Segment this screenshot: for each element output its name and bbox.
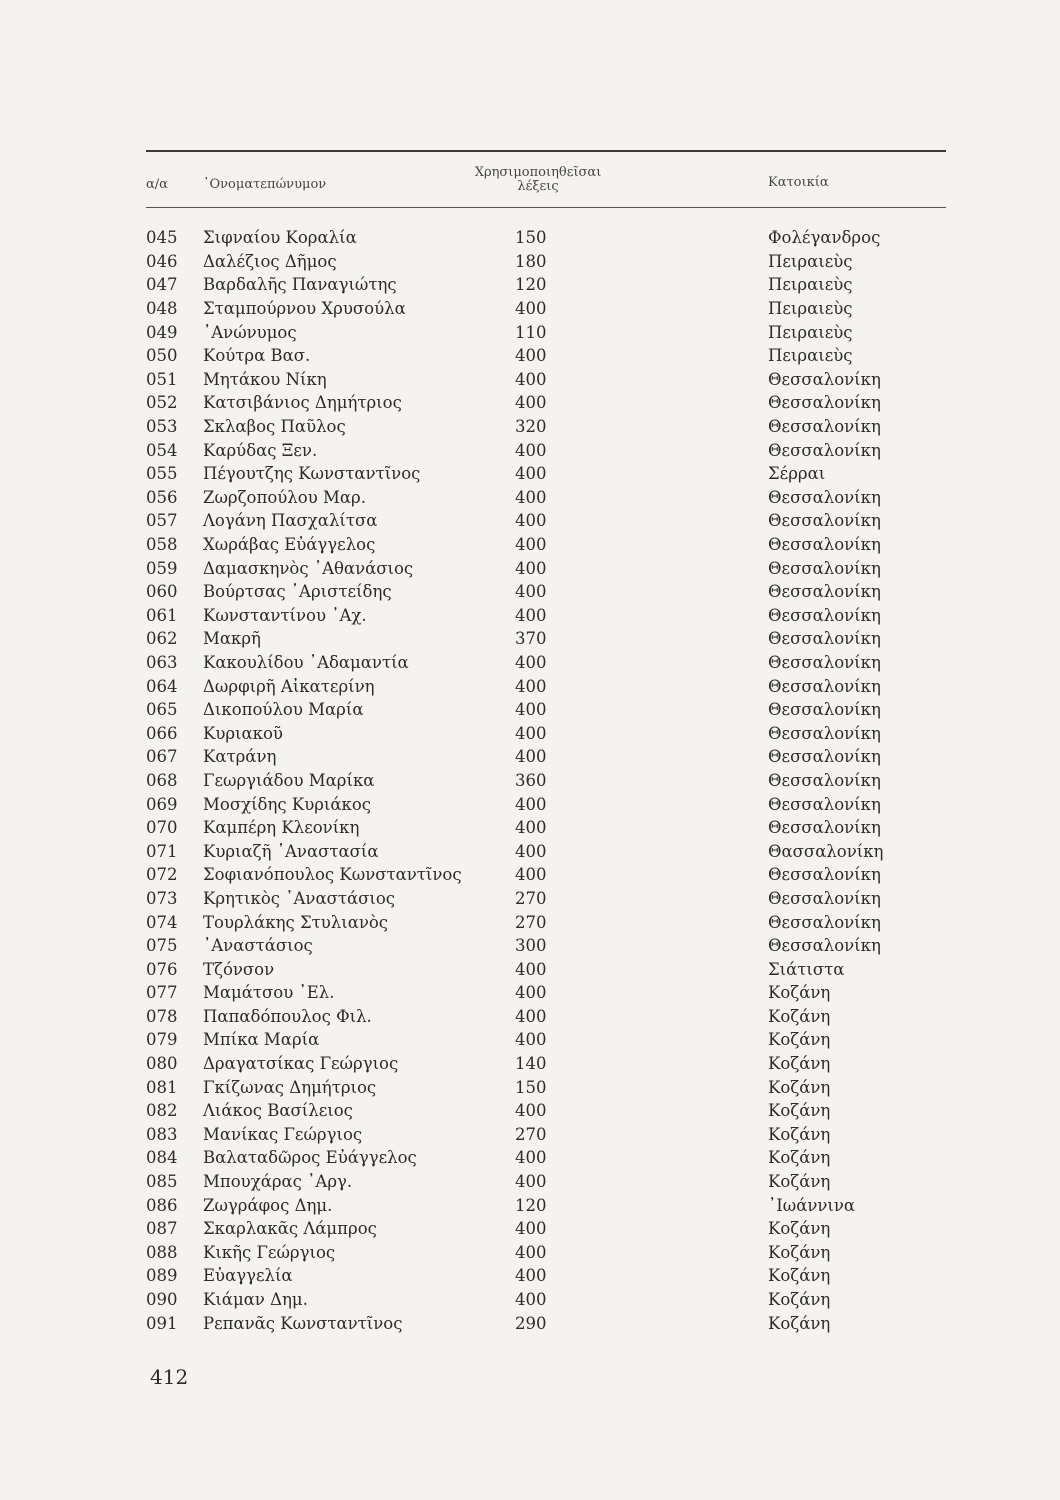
row-words: 400 [515,299,547,319]
row-serial: 075 [146,936,178,956]
table-row [146,1146,906,1170]
row-words: 400 [515,582,547,602]
header-rule [146,207,946,208]
table-row [146,273,906,297]
row-name: Πέγουτζης Κωνσταντῖνος [203,464,421,484]
row-serial: 066 [146,723,178,743]
row-words: 400 [515,652,547,672]
row-words: 400 [515,535,547,555]
table-row [146,250,906,274]
table-row [146,1075,906,1099]
row-residence: Κοζάνη [768,1290,831,1310]
row-residence: Θεσσαλονίκη [768,605,881,625]
row-residence: Κοζάνη [768,1054,831,1074]
row-serial: 057 [146,511,178,531]
row-name: Σκαρλακᾶς Λάμπρος [203,1219,377,1239]
row-serial: 082 [146,1101,178,1121]
row-name: ᾿Αναστάσιος [203,936,313,956]
row-name: Καρύδας Ξεν. [203,440,318,460]
page-number: 412 [150,1365,189,1389]
row-words: 400 [515,1172,547,1192]
row-words: 400 [515,605,547,625]
row-serial: 068 [146,770,178,790]
row-serial: 058 [146,535,178,555]
row-serial: 073 [146,888,178,908]
row-residence: Θεσσαλονίκη [768,747,881,767]
row-residence: Θεσσαλονίκη [768,582,881,602]
top-rule [146,150,946,152]
row-name: Χωράβας Εὐάγγελος [203,535,376,555]
row-name: Λιάκος Βασίλειος [203,1101,353,1121]
row-name: Σιφναίου Κοραλία [203,228,357,248]
row-words: 270 [515,912,547,932]
row-words: 180 [515,251,547,271]
row-words: 400 [515,1030,547,1050]
row-serial: 067 [146,747,178,767]
row-words: 400 [515,487,547,507]
row-name: Λογάνη Πασχαλίτσα [203,511,378,531]
row-words: 400 [515,558,547,578]
row-words: 370 [515,629,547,649]
table-row [146,226,906,250]
row-residence: Θεσσαλονίκη [768,676,881,696]
row-words: 400 [515,511,547,531]
row-serial: 074 [146,912,178,932]
row-name: Γεωργιάδου Μαρίκα [203,770,375,790]
row-residence: Κοζάνη [768,983,831,1003]
row-serial: 084 [146,1148,178,1168]
row-residence: Θεσσαλονίκη [768,393,881,413]
table-row [146,1005,906,1029]
row-serial: 080 [146,1054,178,1074]
row-serial: 051 [146,369,178,389]
row-words: 400 [515,983,547,1003]
row-name: Μακρῆ [203,629,261,649]
row-serial: 049 [146,322,178,342]
row-serial: 076 [146,959,178,979]
row-name: Καμπέρη Κλεονίκη [203,818,360,838]
row-words: 400 [515,1242,547,1262]
row-residence: Θεσσαλονίκη [768,511,881,531]
row-words: 150 [515,228,547,248]
row-words: 400 [515,464,547,484]
row-name: Μοσχίδης Κυριάκος [203,794,372,814]
row-name: Κούτρα Βασ. [203,346,311,366]
row-words: 110 [515,322,547,342]
row-residence: Κοζάνη [768,1030,831,1050]
table-row [146,580,906,604]
row-residence: Φολέγανδρος [768,228,881,248]
row-words: 300 [515,936,547,956]
row-words: 400 [515,959,547,979]
row-words: 320 [515,417,547,437]
table-row [146,863,906,887]
row-serial: 054 [146,440,178,460]
row-name: Κυριαζῆ ᾿Αναστασία [203,841,379,861]
table-row [146,1264,906,1288]
table-row [146,1241,906,1265]
participants-table-body [146,226,906,1335]
table-row [146,604,906,628]
row-words: 140 [515,1054,547,1074]
row-serial: 050 [146,346,178,366]
table-row [146,462,906,486]
row-words: 400 [515,440,547,460]
table-row [146,721,906,745]
row-residence: Θεσσαλονίκη [768,535,881,555]
row-residence: Κοζάνη [768,1124,831,1144]
table-row [146,368,906,392]
row-residence: Κοζάνη [768,1077,831,1097]
row-residence: Θεσσαλονίκη [768,770,881,790]
row-name: Βούρτσας ᾿Αριστείδης [203,582,392,602]
table-row [146,1217,906,1241]
table-row [146,627,906,651]
table-row [146,556,906,580]
row-name: Τουρλάκης Στυλιανὸς [203,912,389,932]
row-words: 400 [515,393,547,413]
row-words: 120 [515,1195,547,1215]
row-name: Μπίκα Μαρία [203,1030,320,1050]
row-residence: Πειραιεὺς [768,346,853,366]
row-serial: 053 [146,417,178,437]
table-row [146,1288,906,1312]
row-words: 360 [515,770,547,790]
row-name: Εὐαγγελία [203,1266,293,1286]
table-row [146,344,906,368]
row-residence: Θεσσαλονίκη [768,652,881,672]
table-row [146,1099,906,1123]
row-name: Κατράνη [203,747,277,767]
row-residence: Κοζάνη [768,1219,831,1239]
table-row [146,1028,906,1052]
row-residence: Κοζάνη [768,1313,831,1333]
row-serial: 062 [146,629,178,649]
row-name: Μαμάτσου ᾿Ελ. [203,983,335,1003]
row-name: Κακουλίδου ᾿Αδαμαντία [203,652,409,672]
row-serial: 060 [146,582,178,602]
row-words: 120 [515,275,547,295]
row-residence: ᾿Ιωάννινα [768,1195,856,1215]
row-name: Δραγατσίκας Γεώργιος [203,1054,399,1074]
table-row [146,651,906,675]
row-name: Γκίζωνας Δημήτριος [203,1077,377,1097]
row-words: 400 [515,676,547,696]
row-name: Κρητικὸς ᾿Αναστάσιος [203,888,396,908]
row-words: 400 [515,794,547,814]
row-words: 400 [515,1219,547,1239]
table-row [146,1193,906,1217]
row-residence: Θεσσαλονίκη [768,369,881,389]
row-residence: Θασσαλονίκη [768,841,884,861]
table-row [146,910,906,934]
table-row [146,297,906,321]
row-name: Βαλαταδῶρος Εὐάγγελος [203,1148,417,1168]
table-row [146,415,906,439]
row-name: Κικῆς Γεώργιος [203,1242,336,1262]
row-name: Ρεπανᾶς Κωνσταντῖνος [203,1313,403,1333]
row-serial: 081 [146,1077,178,1097]
row-residence: Σιάτιστα [768,959,845,979]
row-words: 400 [515,1101,547,1121]
row-name: ᾿Ανώνυμος [203,322,297,342]
row-words: 400 [515,865,547,885]
row-serial: 071 [146,841,178,861]
row-serial: 091 [146,1313,178,1333]
row-residence: Θεσσαλονίκη [768,440,881,460]
table-row [146,533,906,557]
row-words: 400 [515,747,547,767]
row-name: Δωρφιρῆ Αἰκατερίνη [203,676,375,696]
row-residence: Σέρραι [768,464,826,484]
row-residence: Θεσσαλονίκη [768,888,881,908]
header-words-line1: Χρησιμοποιηθεῖσαι [474,165,602,180]
table-row [146,981,906,1005]
row-residence: Θεσσαλονίκη [768,487,881,507]
row-residence: Κοζάνη [768,1148,831,1168]
row-name: Δαμασκηνὸς ᾿Αθανάσιος [203,558,414,578]
row-residence: Κοζάνη [768,1172,831,1192]
row-name: Τζόνσον [203,959,275,979]
row-residence: Θεσσαλονίκη [768,865,881,885]
row-residence: Κοζάνη [768,1266,831,1286]
table-row [146,1170,906,1194]
row-residence: Πειραιεὺς [768,299,853,319]
row-name: Μπουχάρας ᾿Αργ. [203,1172,353,1192]
table-row [146,320,906,344]
row-serial: 088 [146,1242,178,1262]
header-residence: Κατοικία [768,175,829,190]
row-residence: Θεσσαλονίκη [768,794,881,814]
row-serial: 047 [146,275,178,295]
row-serial: 086 [146,1195,178,1215]
row-name: Κιάμαν Δημ. [203,1290,308,1310]
row-serial: 065 [146,700,178,720]
table-row [146,887,906,911]
table-row [146,698,906,722]
row-serial: 061 [146,605,178,625]
row-residence: Θεσσαλονίκη [768,558,881,578]
table-row [146,674,906,698]
row-serial: 079 [146,1030,178,1050]
table-row [146,1123,906,1147]
row-name: Μανίκας Γεώργιος [203,1124,363,1144]
row-name: Κυριακοῦ [203,723,283,743]
header-words-used [448,166,628,194]
header-words-line2: λέξεις [517,179,559,194]
row-serial: 064 [146,676,178,696]
row-residence: Θεσσαλονίκη [768,700,881,720]
table-row [146,391,906,415]
row-serial: 089 [146,1266,178,1286]
row-serial: 077 [146,983,178,1003]
row-serial: 056 [146,487,178,507]
table-row [146,769,906,793]
row-residence: Πειραιεὺς [768,275,853,295]
row-name: Ζωγράφος Δημ. [203,1195,333,1215]
table-row [146,792,906,816]
header-full-name: ᾿Ονοματεπώνυμον [203,177,327,192]
table-row [146,438,906,462]
row-residence: Θεσσαλονίκη [768,629,881,649]
row-words: 400 [515,346,547,366]
row-serial: 087 [146,1219,178,1239]
row-serial: 063 [146,652,178,672]
row-serial: 070 [146,818,178,838]
header-serial-number: α/α [146,177,168,192]
row-words: 400 [515,1006,547,1026]
row-name: Μητάκου Νίκη [203,369,327,389]
row-serial: 045 [146,228,178,248]
row-name: Σκλαβος Παῦλος [203,417,346,437]
row-serial: 078 [146,1006,178,1026]
table-row [146,816,906,840]
row-words: 400 [515,818,547,838]
row-residence: Θεσσαλονίκη [768,818,881,838]
table-row [146,509,906,533]
row-name: Δικοπούλου Μαρία [203,700,364,720]
row-serial: 055 [146,464,178,484]
row-residence: Κοζάνη [768,1242,831,1262]
row-serial: 052 [146,393,178,413]
row-serial: 085 [146,1172,178,1192]
row-serial: 072 [146,865,178,885]
row-words: 400 [515,841,547,861]
row-words: 400 [515,369,547,389]
participants-table [146,226,906,1335]
row-name: Κατσιβάνιος Δημήτριος [203,393,402,413]
row-name: Σταμπούρνου Χρυσούλα [203,299,406,319]
row-serial: 083 [146,1124,178,1144]
row-words: 400 [515,700,547,720]
table-row [146,1052,906,1076]
row-name: Βαρδαλῆς Παναγιώτης [203,275,397,295]
row-words: 400 [515,1290,547,1310]
table-row [146,745,906,769]
row-residence: Κοζάνη [768,1101,831,1121]
table-row [146,1311,906,1335]
row-residence: Πειραιεὺς [768,322,853,342]
row-residence: Πειραιεὺς [768,251,853,271]
row-words: 400 [515,1266,547,1286]
row-serial: 048 [146,299,178,319]
row-residence: Θεσσαλονίκη [768,936,881,956]
row-words: 290 [515,1313,547,1333]
row-name: Δαλέζιος Δῆμος [203,251,337,271]
row-words: 270 [515,888,547,908]
row-serial: 059 [146,558,178,578]
row-name: Παπαδόπουλος Φιλ. [203,1006,372,1026]
row-name: Σοφιανόπουλος Κωνσταντῖνος [203,865,462,885]
row-residence: Θεσσαλονίκη [768,723,881,743]
row-serial: 069 [146,794,178,814]
table-row [146,957,906,981]
row-name: Κωνσταντίνου ᾿Αχ. [203,605,367,625]
table-row [146,486,906,510]
row-serial: 046 [146,251,178,271]
table-row [146,839,906,863]
row-words: 400 [515,1148,547,1168]
row-serial: 090 [146,1290,178,1310]
row-name: Ζωρζοπούλου Μαρ. [203,487,366,507]
row-words: 400 [515,723,547,743]
row-residence: Θεσσαλονίκη [768,417,881,437]
row-residence: Κοζάνη [768,1006,831,1026]
row-residence: Θεσσαλονίκη [768,912,881,932]
row-words: 150 [515,1077,547,1097]
table-row [146,934,906,958]
row-words: 270 [515,1124,547,1144]
